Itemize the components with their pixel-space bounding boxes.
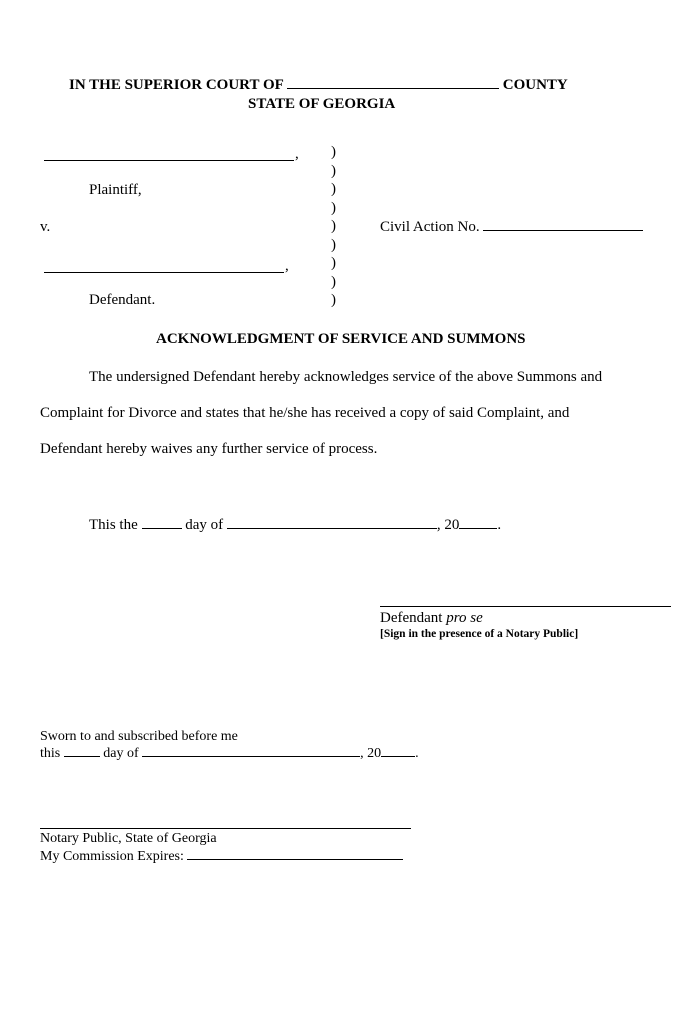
notary-date-line [40,746,419,762]
year-blank [459,527,497,529]
body-line-1: The undersigned Defendant hereby acknowledges service of the above Summons and [89,369,603,385]
paren: ) [331,292,336,308]
notary-signature-line [40,828,411,829]
court-heading [69,77,568,94]
paren: ) [331,273,336,290]
defendant-label: Defendant. [89,292,156,308]
notary-year-prefix: , 20 [360,746,382,761]
defendant-name-line [44,272,284,273]
civil-action-label: Civil Action No. [380,219,480,235]
paren: ) [331,199,336,216]
versus-label: v. [40,219,51,235]
this-the-label: This the [89,517,138,533]
body-line-3: Defendant hereby waives any further service of process. [40,441,378,457]
commission-blank [187,858,403,860]
plaintiff-comma: , [295,146,299,162]
notary-instruction: [Sign in the presence of a Notary Public] [380,628,579,640]
notary-this-label: this [40,746,61,761]
body-line-2: Complaint for Divorce and states that he/she has received a copy of said Complaint, and [40,405,570,421]
notary-day-blank [64,755,100,757]
defendant-comma: , [285,258,289,274]
notary-month-blank [142,755,360,757]
caption-parentheses [331,143,341,310]
defendant-signature-line [380,606,671,607]
document-title: ACKNOWLEDGMENT OF SERVICE AND SUMMONS [156,331,526,347]
notary-period: . [415,746,419,761]
state-heading: STATE OF GEORGIA [248,96,396,112]
day-blank [142,527,182,529]
notary-public-label: Notary Public, State of Georgia [40,831,217,846]
sworn-statement: Sworn to and subscribed before me [40,729,238,744]
civil-action-number-blank [483,229,643,231]
paren: ) [331,255,336,271]
county-blank [287,87,499,89]
notary-year-blank [381,755,415,757]
date-line [89,517,501,534]
paren: ) [331,181,336,197]
commission-line [40,849,403,865]
paren: ) [331,144,336,160]
court-line-prefix: IN THE SUPERIOR COURT OF [69,77,284,93]
notary-day-of-label: day of [103,746,139,761]
plaintiff-label: Plaintiff, [89,182,142,198]
paren: ) [331,162,336,179]
plaintiff-name-line [44,160,294,161]
paren: ) [331,236,336,253]
commission-label: My Commission Expires: [40,849,184,864]
paren: ) [331,218,336,234]
defendant-signature-label [380,610,483,627]
pro-se-word: pro se [446,610,483,626]
date-period: . [497,517,502,533]
defendant-word: Defendant [380,610,443,626]
year-prefix: , 20 [436,517,460,533]
day-of-label: day of [185,517,224,533]
civil-action [380,219,643,236]
court-line-suffix: COUNTY [502,77,568,93]
month-blank [227,527,437,529]
